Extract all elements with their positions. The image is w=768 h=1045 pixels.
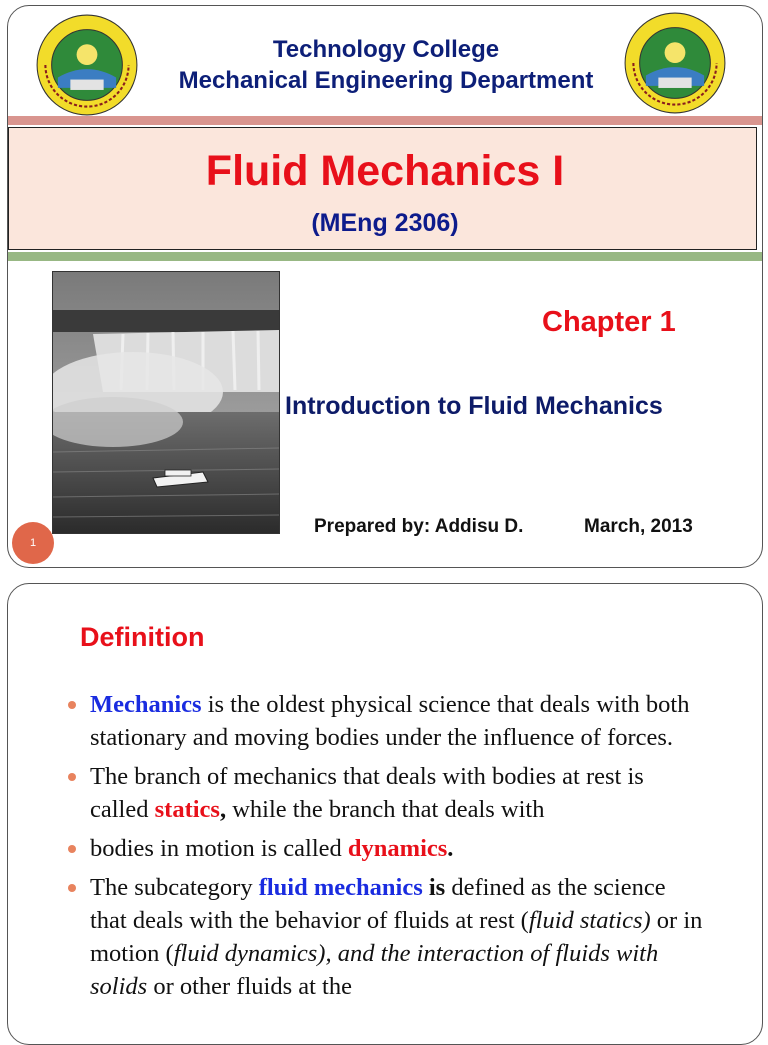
course-code: (MEng 2306)	[311, 209, 459, 237]
university-seal-right	[623, 11, 727, 115]
top-band	[8, 116, 762, 125]
list-item: Mechanics is the oldest physical science that deals with both stationary and moving bodies under the influence of forces.	[66, 688, 706, 754]
definition-heading: Definition	[80, 622, 205, 652]
date: March, 2013	[584, 516, 693, 537]
list-item: The subcategory fluid mechanics is defined as the science that deals with the behavior of fluids at rest (fluid statics) or in motion (fluid dynamics), and the interaction of fluids with solids or other fluids at the	[66, 871, 706, 1003]
list-item: bodies in motion is called dynamics.	[66, 832, 706, 865]
college-name: Technology College	[272, 36, 500, 63]
prepared-by: Prepared by: Addisu D.	[314, 516, 524, 537]
department-name: Mechanical Engineering Department	[178, 67, 594, 94]
chapter-label: Chapter 1	[542, 306, 676, 338]
title-slide	[7, 5, 763, 568]
university-seal-left	[35, 13, 139, 117]
waterfall-photo	[52, 271, 280, 534]
header	[156, 34, 616, 96]
list-item: The branch of mechanics that deals with bodies at rest is called statics, while the branch that deals with	[66, 760, 706, 826]
slide-number-badge: 1	[12, 522, 54, 564]
definition-bullets	[66, 688, 706, 1009]
course-title: Fluid Mechanics I	[205, 147, 565, 195]
definition-slide	[7, 583, 763, 1045]
bottom-band	[8, 252, 762, 261]
chapter-subtitle: Introduction to Fluid Mechanics	[285, 392, 663, 420]
